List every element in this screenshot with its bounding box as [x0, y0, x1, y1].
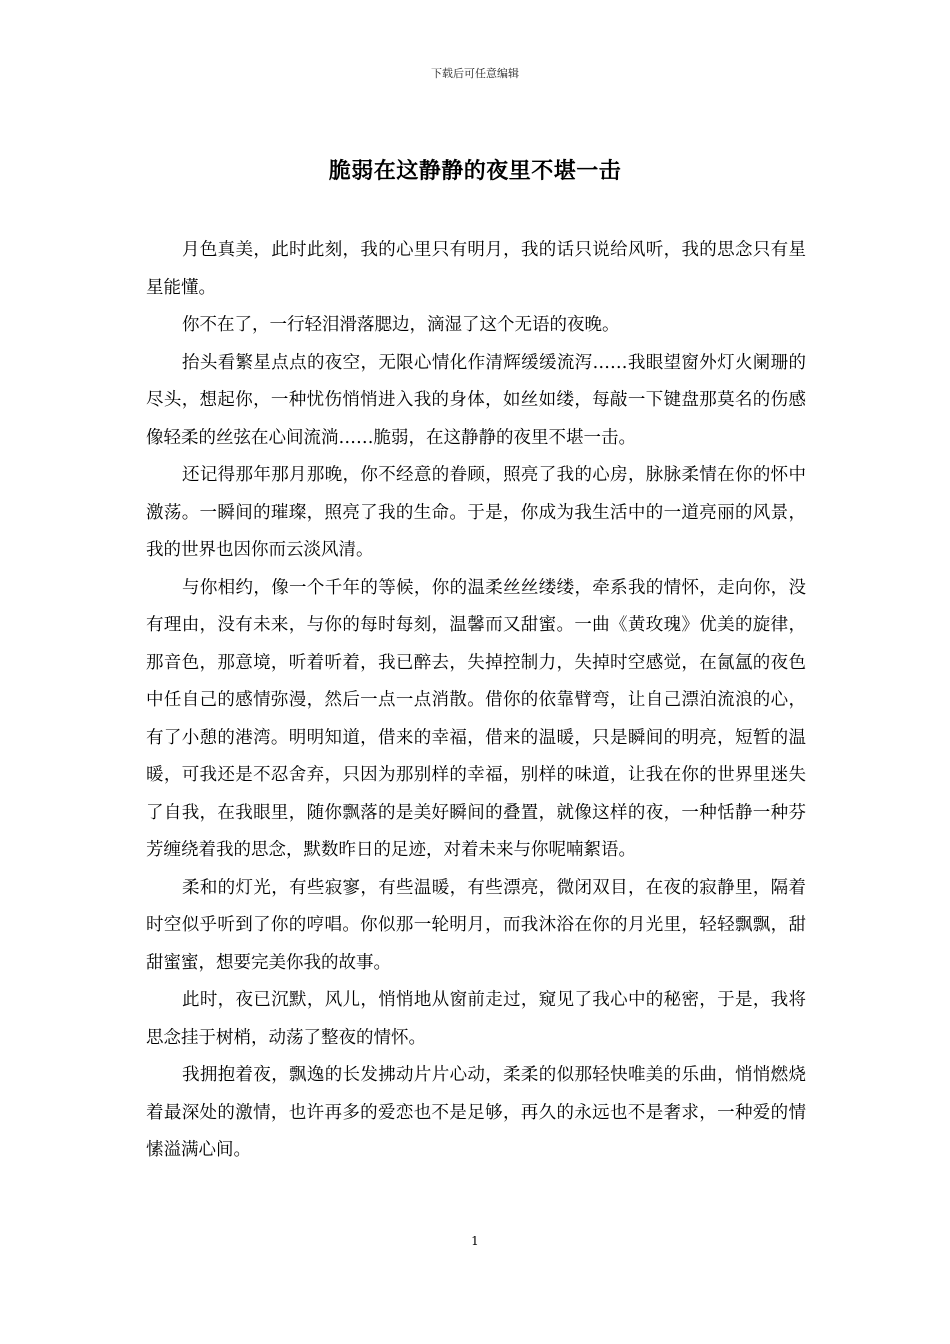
paragraph: 你不在了，一行轻泪滑落腮边，滴湿了这个无语的夜晚。: [182, 315, 620, 335]
paragraph: 我拥抱着夜，飘逸的长发拂动片片心动，柔柔的似那轻快唯美的乐曲，悄悄燃烧着最深处的激情，也许再多的爱恋也不是足够，再久的永远也不是奢求，一种爱的情愫溢满心间。: [146, 1065, 806, 1160]
paragraph: 柔和的灯光，有些寂寥，有些温暖，有些漂亮，微闭双目，在夜的寂静里，隔着时空似乎听到了你的哼唱。你似那一轮明月，而我沐浴在你的月光里，轻轻飘飘，甜甜蜜蜜，想要完美你我的故事。: [146, 877, 806, 973]
document-title: 脆弱在这静静的夜里不堪一击: [328, 158, 622, 184]
paragraph: 抬头看繁星点点的夜空，无限心情化作清辉缓缓流泻……我眼望窗外灯火阑珊的尽头，想起你，一种忧伤悄悄进入我的身体，如丝如缕，每敲一下键盘那莫名的伤感像轻柔的丝弦在心间流淌……脆弱，在这静静的夜里不堪一击。: [146, 352, 806, 448]
page-number: 1: [471, 1234, 479, 1248]
paragraph: 还记得那年那月那晚，你不经意的眷顾，照亮了我的心房，脉脉柔情在你的怀中激荡。一瞬间的璀璨，照亮了我的生命。于是，你成为我生活中的一道亮丽的风景，我的世界也因你而云淡风清。: [146, 465, 806, 560]
document-body: [146, 232, 806, 1170]
paragraph: 与你相约，像一个千年的等候，你的温柔丝丝缕缕，牵系我的情怀，走向你，没有理由，没有未来，与你的每时每刻，温馨而又甜蜜。一曲《黄玫瑰》优美的旋律，那音色，那意境，听着听着，我已醉去，失掉控制力，失掉时空感觉，在氤氲的夜色中任自己的感情弥漫，然后一点一点消散。借你的依靠臂弯，让自己漂泊流浪的心，有了小憩的港湾。明明知道，借来的幸福，借来的温暖，只是瞬间的明亮，短暂的温暖，可我还是不忍舍弃，只因为那别样的幸福，别样的味道，让我在你的世界里迷失了自我，在我眼里，随你飘落的是美好瞬间的叠置，就像这样的夜，一种恬静一种芬芳缠绕着我的思念，默数昨日的足迹，对着未来与你呢喃絮语。: [146, 577, 806, 860]
paragraph: 月色真美，此时此刻，我的心里只有明月，我的话只说给风听，我的思念只有星星能懂。: [146, 240, 806, 298]
paragraph: 此时，夜已沉默，风儿，悄悄地从窗前走过，窥见了我心中的秘密，于是，我将思念挂于树梢，动荡了整夜的情怀。: [146, 990, 806, 1048]
page-header: 下载后可任意编辑: [431, 67, 519, 80]
